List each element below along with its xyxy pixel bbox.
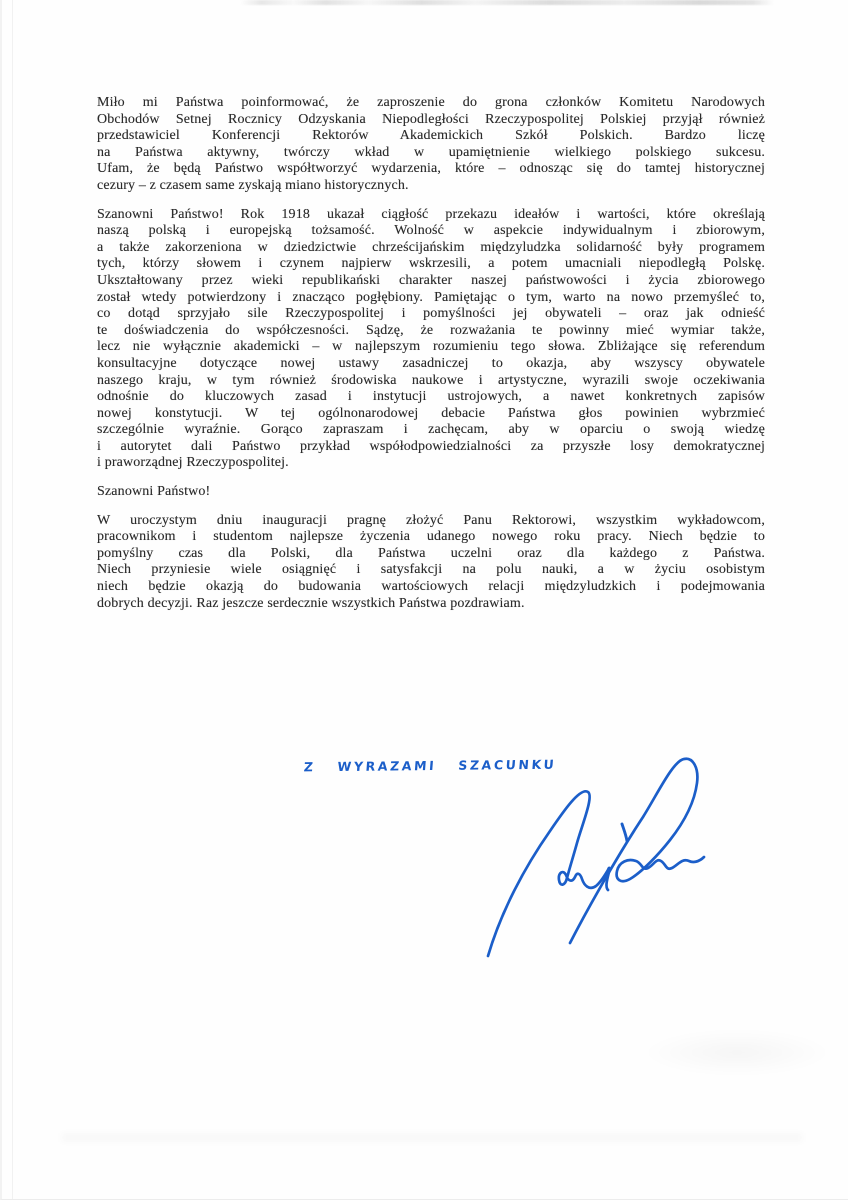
text-line: przedstawiciel Konferencji Rektorów Akademickich Szkół Polskich. Bardzo liczę bbox=[97, 128, 765, 144]
text-line: Ukształtowany przez wieki republikański charakter naszej państwowości i życia zbiorowego bbox=[97, 272, 765, 288]
text-line: Szanowni Państwo! bbox=[97, 484, 211, 500]
text-line: a także zakorzeniona w dziedzictwie chrześcijańskim międzyludzka solidarność były programem bbox=[97, 239, 765, 255]
scan-artifact-left-line bbox=[12, 0, 13, 1199]
scan-artifact-smudge bbox=[642, 1030, 832, 1075]
signature-ink bbox=[470, 753, 720, 968]
text-line: naszego kraju, w tym również środowiska naukowe i artystyczne, wyrazili swoje oczekiwania bbox=[97, 372, 765, 388]
text-line: niech będzie okazją do budowania wartościowych relacji międzyludzkich i podejmowania bbox=[97, 579, 765, 595]
text-line: Obchodów Setnej Rocznicy Odzyskania Niepodległości Rzeczypospolitej Polskiej przyjął również bbox=[97, 111, 765, 127]
handwritten-closing: Z WYRAZAMI SZACUNKU bbox=[303, 756, 557, 775]
paragraph bbox=[97, 207, 765, 473]
text-line: został wtedy potwierdzony i znacząco pogłębiony. Pamiętając o tym, warto na nowo przemyśleć to, bbox=[97, 289, 765, 305]
text-line: Miło mi Państwa poinformować, że zaproszenie do grona członków Komitetu Narodowych bbox=[97, 95, 765, 110]
text-line: nowej konstytucji. W tej ogólnonarodowej debacie Państwa głos powinien wybrzmieć bbox=[97, 405, 765, 421]
scan-artifact-smudge bbox=[62, 1133, 802, 1142]
text-line: konsultacyjne dotyczące nowej ustawy zasadniczej to okazja, aby wszyscy obywatele bbox=[97, 355, 765, 371]
text-line: dobrych decyzji. Raz jeszcze serdecznie wszystkich Państwa pozdrawiam. bbox=[97, 595, 525, 611]
text-line: szczególnie wyraźnie. Gorąco zapraszam i zachęcam, aby w oparciu o swoją wiedzę bbox=[97, 422, 765, 438]
text-line: tych, którzy słowem i czynem najpierw wskrzesili, a potem umacniali niepodległą Polskę. bbox=[97, 256, 765, 272]
text-line: na Państwa aktywny, twórczy wkład w upamiętnienie wielkiego polskiego sukcesu. bbox=[97, 144, 765, 160]
text-line: Szanowni Państwo! Rok 1918 ukazał ciągłość przekazu ideałów i wartości, które określają bbox=[97, 206, 765, 222]
text-line: W uroczystym dniu inauguracji pragnę złożyć Panu Rektorowi, wszystkim wykładowcom, bbox=[97, 512, 765, 528]
text-line: co dotąd sprzyjało sile Rzeczypospolitej i pomyślności jej obywateli – oraz jak odnieść bbox=[97, 306, 765, 322]
paragraph bbox=[97, 513, 765, 613]
text-line: pomyślny czas dla Polski, dla Państwa uczelni oraz dla każdego z Państwa. bbox=[97, 545, 765, 561]
text-line: naszą polską i europejską tożsamość. Wolność w aspekcie indywidualnym i zbiorowym, bbox=[97, 223, 765, 239]
text-line: odnośnie do kluczowych zasad i instytucji ustrojowych, a nawet konkretnych zapisów bbox=[97, 389, 765, 405]
text-line: pracownikom i studentom najlepsze życzenia udanego nowego roku pracy. Niech będzie to bbox=[97, 529, 765, 545]
text-line: te doświadczenia do współczesności. Sądzę, że rozważania te powinny mieć wymiar także, bbox=[97, 322, 765, 338]
paragraph bbox=[97, 95, 765, 195]
paragraph bbox=[97, 484, 765, 501]
scan-artifact-top-edge bbox=[240, 0, 774, 5]
text-line: i praworządnej Rzeczypospolitej. bbox=[97, 455, 289, 471]
text-line: Ufam, że będą Państwo współtworzyć wydarzenia, które – odnosząc się do tamtej historycznej bbox=[97, 161, 765, 177]
text-line: cezury – z czasem same zyskają miano historycznych. bbox=[97, 177, 409, 193]
text-line: lecz nie wyłącznie akademicki – w najlepszym rozumieniu tego słowa. Zbliżające się referendum bbox=[97, 339, 765, 355]
text-line: i autorytet dali Państwo przykład współodpowiedzialności za przyszłe losy demokratycznej bbox=[97, 438, 765, 454]
text-line: Niech przyniesie wiele osiągnięć i satysfakcji na polu nauki, a w życiu osobistym bbox=[97, 562, 765, 578]
letter-body bbox=[97, 95, 765, 624]
